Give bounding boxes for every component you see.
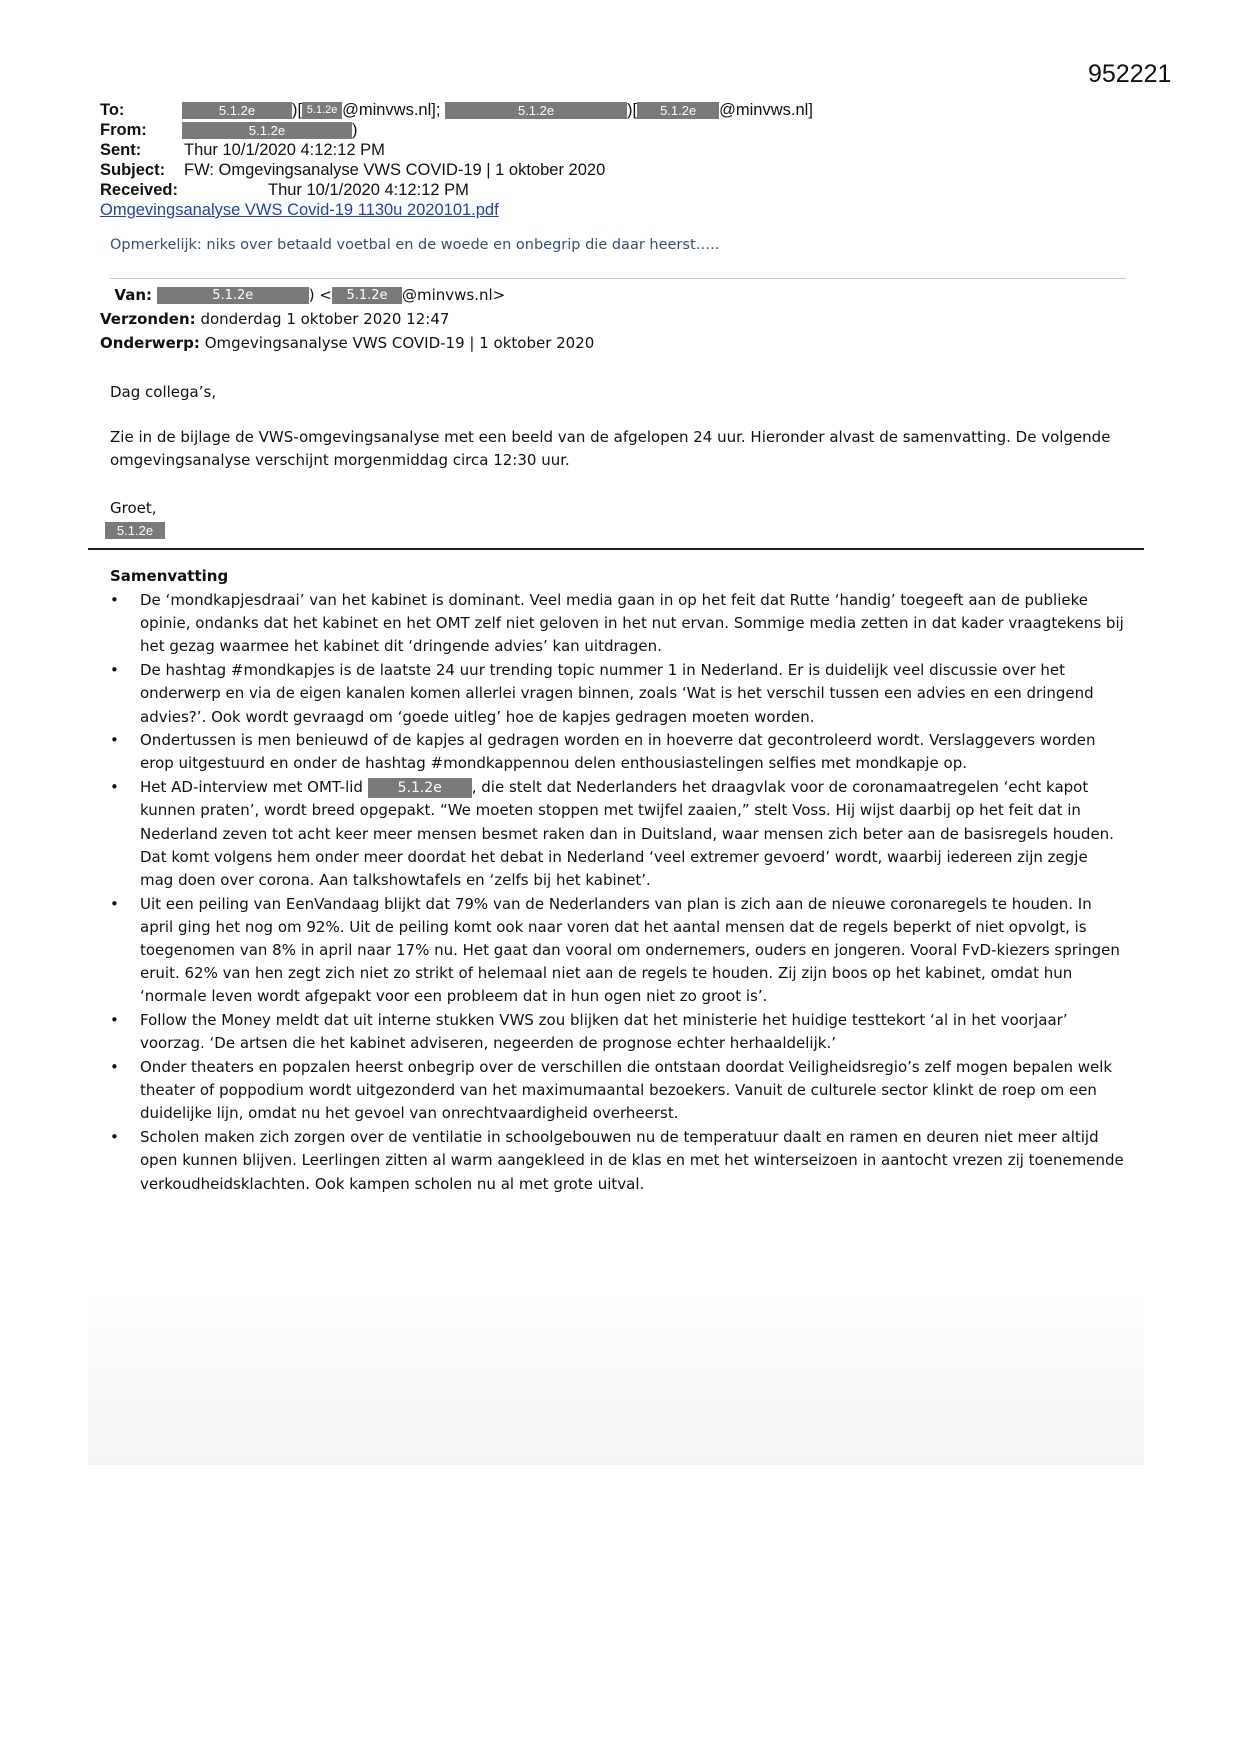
list-item xyxy=(110,729,1125,775)
redaction-box: 5.1.2e xyxy=(637,102,719,119)
sent-label: Sent: xyxy=(100,141,142,159)
received-value: Thur 10/1/2020 4:12:12 PM xyxy=(268,181,469,199)
signature-redaction xyxy=(105,522,165,540)
list-item xyxy=(110,1009,1125,1055)
redaction-box: 5.1.2e xyxy=(332,287,402,304)
onderwerp-label: Onderwerp: xyxy=(100,334,200,352)
list-item-text: De hashtag #mondkapjes is de laatste 24 uur trending topic nummer 1 in Nederland. Er is duidelijk veel discussie over het onderwerp en via de eigen kanalen komen allerlei vragen binnen, zoals ‘Wat is het verschil tussen een advies en een dringend advies?’. Ook wordt gevraagd om ‘goede uitleg’ hoe de kapjes gedragen moeten worden. xyxy=(140,661,1094,726)
list-item xyxy=(110,1056,1125,1126)
bracket-text: ) xyxy=(352,121,358,139)
verzonden-line xyxy=(100,309,449,329)
bullet-icon: • xyxy=(110,1011,119,1030)
closing: Groet, xyxy=(110,499,157,517)
van-line xyxy=(100,285,505,305)
sent-line xyxy=(100,140,385,160)
van-domain: @minvws.nl> xyxy=(401,286,506,304)
redaction-box: 5.1.2e xyxy=(368,778,472,798)
onderwerp-value: Omgevingsanalyse VWS COVID-19 | 1 oktober 2020 xyxy=(204,334,595,352)
redaction-box: 5.1.2e xyxy=(302,102,342,119)
divider xyxy=(110,278,1126,279)
list-item-text: Onder theaters en popzalen heerst onbegrip over de verschillen die ontstaan doordat Veiligheidsregio’s zelf mogen bepalen welk theater of poppodium wordt uitgezonderd van het maximumaantal bezoekers. Vanuit de culturele sector klinkt de roep om een duidelijke lijn, omdat nu het gevoel van onrechtvaardigheid overheerst. xyxy=(140,1058,1113,1123)
list-item-text: Uit een peiling van EenVandaag blijkt dat 79% van de Nederlanders van plan is zich aan de nieuwe coronaregels te houden. In april ging het nog om 92%. Uit de peiling komt ook naar voren dat het aantal mensen dat de regels beperkt of niet opvolgt, is toegenomen van 8% in april naar 17% nu. Het gaat dan vooral om ondernemers, ouders en jongeren. Vooral FvD-kiezers springen eruit. 62% van hen zegt zich niet zo strikt of helemaal niet aan de regels te houden. Zij zijn boos op het kabinet, omdat hun ‘normale leven wordt afgepakt voor een probleem dat in hun ogen niet zo groot is’. xyxy=(140,894,1120,1006)
redaction-box: 5.1.2e xyxy=(105,522,165,539)
list-item xyxy=(110,776,1125,892)
list-item xyxy=(110,893,1125,1009)
redaction-box: 5.1.2e xyxy=(445,102,627,119)
list-item-text: Ondertussen is men benieuwd of de kapjes al gedragen worden en in hoeverre dat gecontroleerd wordt. Verslaggevers worden erop uitgestuurd en onder de hashtag #mondkappennou delen enthousiastelingen selfies met mondkapje op. xyxy=(140,731,1096,773)
bullet-icon: • xyxy=(110,591,119,609)
subject-label: Subject: xyxy=(100,161,166,179)
received-line xyxy=(100,180,469,200)
forward-note: Opmerkelijk: niks over betaald voetbal en de woede en onbegrip die daar heerst….. xyxy=(110,237,720,253)
bullet-icon: • xyxy=(110,778,119,797)
sent-value: Thur 10/1/2020 4:12:12 PM xyxy=(184,141,385,159)
list-item xyxy=(110,589,1125,659)
list-item-text: Follow the Money meldt dat uit interne stukken VWS zou blijken dat het ministerie het huidige testtekort ‘al in het voorjaar’ voorzag. ‘De artsen die het kabinet adviseren, negeerden de prognose echter herhaaldelijk.’ xyxy=(140,1011,1068,1053)
summary-list xyxy=(110,589,1125,1196)
from-line xyxy=(100,120,358,140)
bullet-icon: • xyxy=(110,661,119,680)
attachment-link[interactable]: Omgevingsanalyse VWS Covid-19 1130u 2020101.pdf xyxy=(100,201,499,219)
divider xyxy=(88,548,1144,550)
intro-paragraph: Zie in de bijlage de VWS-omgevingsanalyse met een beeld van de afgelopen 24 uur. Hieronder alvast de samenvatting. De volgende omgevingsanalyse verschijnt morgenmiddag circa 12:30 uur. xyxy=(110,428,1111,469)
bullet-icon: • xyxy=(110,894,119,913)
bullet-icon: • xyxy=(110,1058,119,1077)
greeting: Dag collega’s, xyxy=(110,383,217,401)
van-label: Van: xyxy=(114,286,152,304)
to-line xyxy=(100,100,813,120)
list-item-text: De ‘mondkapjesdraai’ van het kabinet is dominant. Veel media gaan in op het feit dat Rutte ‘handig’ toegeeft aan de publieke opinie, ondanks dat het kabinet en het OMT zelf niet geloven in het nut ervan. Sommige media zetten in dat kader vraagtekens bij het gezag waarmee het kabinet dit ‘dringende advies’ kan uitdragen. xyxy=(140,591,1124,656)
subject-value: FW: Omgevingsanalyse VWS COVID-19 | 1 oktober 2020 xyxy=(184,161,606,179)
to-label: To: xyxy=(100,101,125,119)
list-item-text: Het AD-interview met OMT-lid xyxy=(140,778,363,797)
list-item-text: Scholen maken zich zorgen over de ventilatie in schoolgebouwen nu de temperatuur daalt en ramen en deuren niet meer altijd open kunnen blijven. Leerlingen zitten al warm aangekleed in de klas en met het winterseizoen in aantocht vrezen zij toenemende verkoudheidsklachten. Ook kampen scholen nu al met grote uitval. xyxy=(140,1128,1124,1193)
attachment-line xyxy=(100,200,499,220)
list-item xyxy=(110,1126,1125,1196)
list-item-text: , die stelt dat Nederlanders het draagvlak voor de coronamaatregelen ‘echt kapot kunnen praten’, wordt breed opgepakt. “We moeten stoppen met twijfel zaaien,” stelt Voss. Hij wijst daarbij op het feit dat in Nederland zeven tot acht keer meer mensen besmet raken dan in Duitsland, waar mensen zich beter aan de basisregels houden. Dat komt volgens hem onder meer doordat het debat in Nederland ‘veel extremer gevoerd’ wordt, waarbij iedereen zijn zegje mag doen over corona. Aan talkshowtafels en ‘zelfs bij het kabinet’. xyxy=(140,778,1114,889)
email-domain: @minvws.nl] xyxy=(719,101,813,119)
subject-line xyxy=(100,160,605,180)
onderwerp-line xyxy=(100,333,594,353)
bullet-icon: • xyxy=(110,731,119,750)
redaction-box: 5.1.2e xyxy=(182,122,352,139)
summary-title: Samenvatting xyxy=(110,567,229,585)
redaction-box: 5.1.2e xyxy=(157,287,309,304)
received-label: Received: xyxy=(100,181,178,199)
document-number: 952221 xyxy=(1088,60,1172,88)
email-domain: @minvws.nl]; xyxy=(342,101,441,119)
bullet-icon: • xyxy=(110,1128,119,1147)
van-separator: ) < xyxy=(308,286,332,304)
list-item xyxy=(110,659,1125,729)
verzonden-label: Verzonden: xyxy=(100,310,196,328)
redaction-box: 5.1.2e xyxy=(182,102,292,119)
verzonden-value: donderdag 1 oktober 2020 12:47 xyxy=(200,310,450,328)
bracket-text: )[ xyxy=(627,101,638,119)
from-label: From: xyxy=(100,121,147,139)
bracket-text: )[ xyxy=(292,101,303,119)
